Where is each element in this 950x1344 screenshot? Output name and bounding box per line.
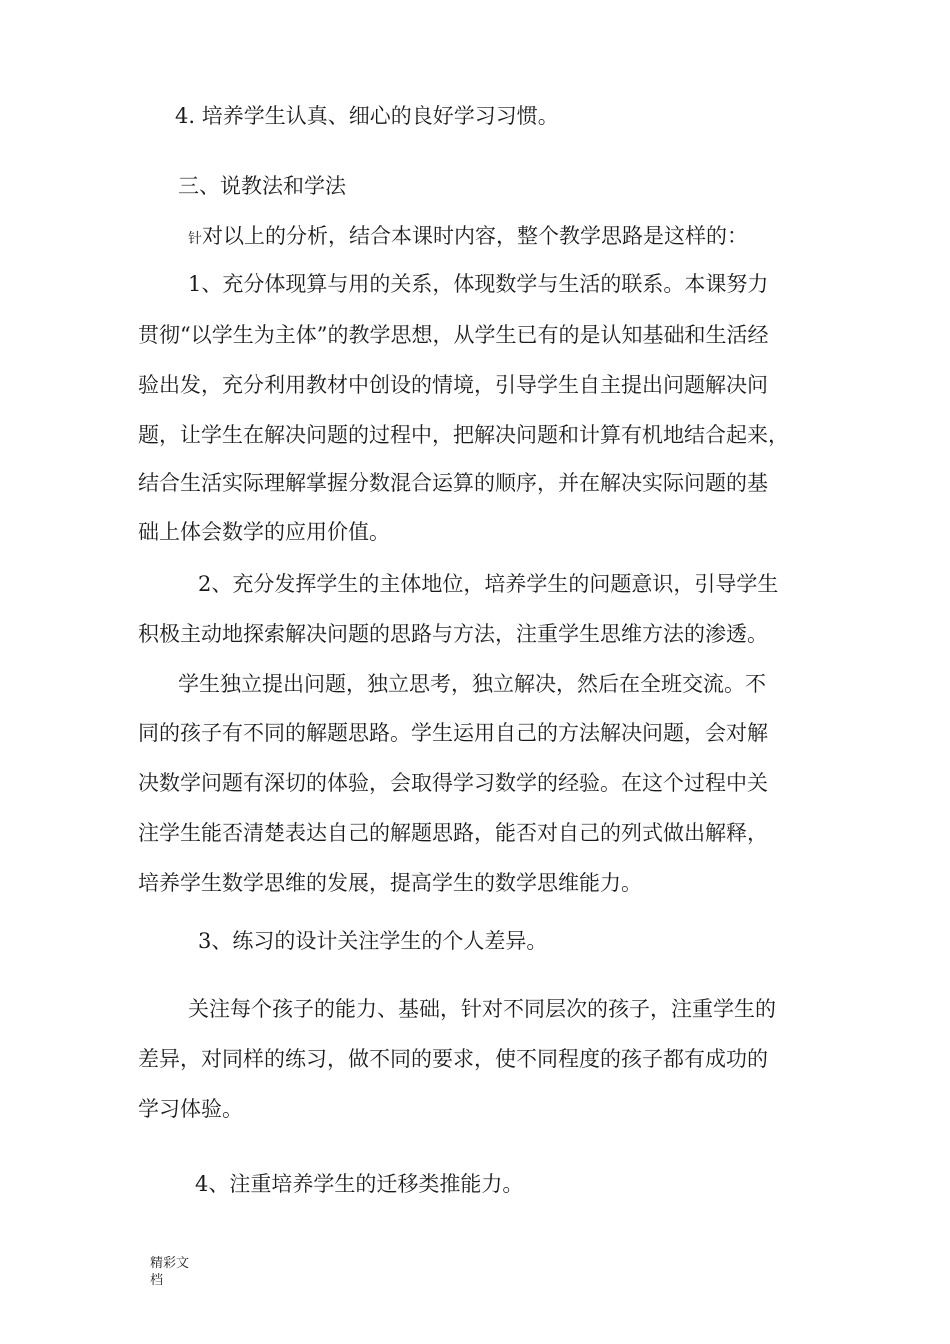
paragraph-1-line: 验出发，充分利用教材中创设的情境，引导学生自主提出问题解决问 xyxy=(138,373,768,397)
paragraph-5-line: 学习体验。 xyxy=(138,1097,243,1121)
paragraph-4-heading: 3、练习的设计关注学生的个人差异。 xyxy=(198,929,548,953)
paragraph-3-line: 培养学生数学思维的发展，提高学生的数学思维能力。 xyxy=(138,871,642,895)
intro-paragraph xyxy=(188,224,748,251)
paragraph-2-line: 积极主动地探索解决问题的思路与方法，注重学生思维方法的渗透。 xyxy=(138,622,768,646)
paragraph-3-line: 同的孩子有不同的解题思路。学生运用自己的方法解决问题，会对解 xyxy=(138,721,768,745)
paragraph-2-line: 2、充分发挥学生的主体地位，培养学生的问题意识，引导学生 xyxy=(198,572,779,596)
list-item-4: 4. 培养学生认真、细心的良好学习习惯。 xyxy=(175,104,559,128)
paragraph-5-line: 关注每个孩子的能力、基础，针对不同层次的孩子，注重学生的 xyxy=(188,997,776,1021)
paragraph-3-line: 学生独立提出问题，独立思考，独立解决，然后在全班交流。不 xyxy=(178,672,766,696)
paragraph-6-heading: 4、注重培养学生的迁移类推能力。 xyxy=(195,1172,524,1196)
section-heading-3: 三、说教法和学法 xyxy=(178,174,346,198)
footer-watermark xyxy=(150,1255,189,1289)
paragraph-5-line: 差异，对同样的练习，做不同的要求，使不同程度的孩子都有成功的 xyxy=(138,1047,768,1071)
footer-line-1: 精彩文 xyxy=(150,1256,190,1271)
intro-small-char: 针 xyxy=(188,231,202,247)
paragraph-1-line: 结合生活实际理解掌握分数混合运算的顺序，并在解决实际问题的基 xyxy=(138,471,768,495)
footer-line-2: 档 xyxy=(150,1273,164,1288)
paragraph-1-line: 1、充分体现算与用的关系，体现数学与生活的联系。本课努力 xyxy=(188,272,769,296)
paragraph-1-line: 贯彻“以学生为主体”的教学思想，从学生已有的是认知基础和生活经 xyxy=(138,323,769,347)
paragraph-1-line: 题，让学生在解决问题的过程中，把解决问题和计算有机地结合起来， xyxy=(138,423,789,447)
paragraph-3-line: 决数学问题有深切的体验，会取得学习数学的经验。在这个过程中关 xyxy=(138,771,768,795)
intro-text: 对以上的分析，结合本课时内容，整个教学思路是这样的： xyxy=(202,224,748,248)
paragraph-1-line: 础上体会数学的应用价值。 xyxy=(138,520,390,544)
paragraph-3-line: 注学生能否清楚表达自己的解题思路，能否对自己的列式做出解释， xyxy=(138,821,768,845)
